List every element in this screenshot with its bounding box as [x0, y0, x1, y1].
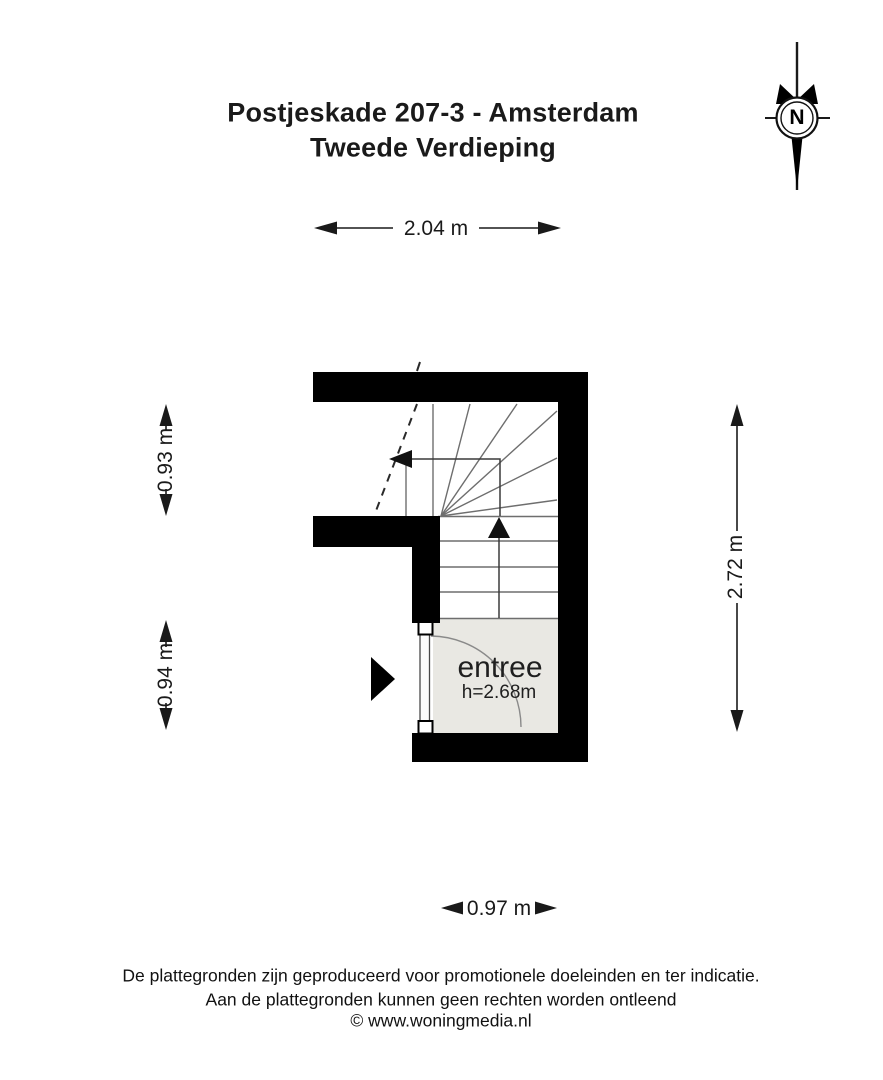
entrance-marker-icon: [371, 657, 395, 701]
dimension-bottom: 0.97 m: [466, 897, 532, 920]
dimension-left-lower: 0.94 m: [154, 642, 177, 708]
wall-right: [558, 372, 588, 762]
footer-disclaimer-line2: Aan de plattegronden kunnen geen rechten worden ontleend: [205, 989, 677, 1010]
dimension-top: 2.04 m: [403, 217, 469, 240]
page-subtitle: Tweede Verdieping: [310, 132, 556, 163]
door-jamb-bottom: [419, 721, 433, 734]
door-jamb-top: [419, 622, 433, 635]
dimension-left-upper: 0.93 m: [154, 427, 177, 493]
footer-copyright: © www.woningmedia.nl: [350, 1010, 532, 1031]
wall-bottom: [412, 733, 588, 762]
wall-top: [313, 372, 588, 402]
dimension-arrowheads: [160, 222, 744, 915]
footer-disclaimer-line1: De plattegronden zijn geproduceerd voor promotionele doeleinden en ter indicatie.: [122, 965, 760, 986]
walk-arrow-up-icon: [488, 517, 510, 538]
room-height-entree: h=2.68m: [461, 682, 537, 703]
wall-mid-vertical: [412, 516, 440, 623]
north-label: N: [789, 106, 805, 129]
page-title: Postjeskade 207-3 - Amsterdam: [227, 97, 639, 128]
dimension-right: 2.72 m: [724, 534, 747, 600]
room-label-entree: entree: [457, 651, 543, 684]
door-leaf: [420, 634, 430, 722]
